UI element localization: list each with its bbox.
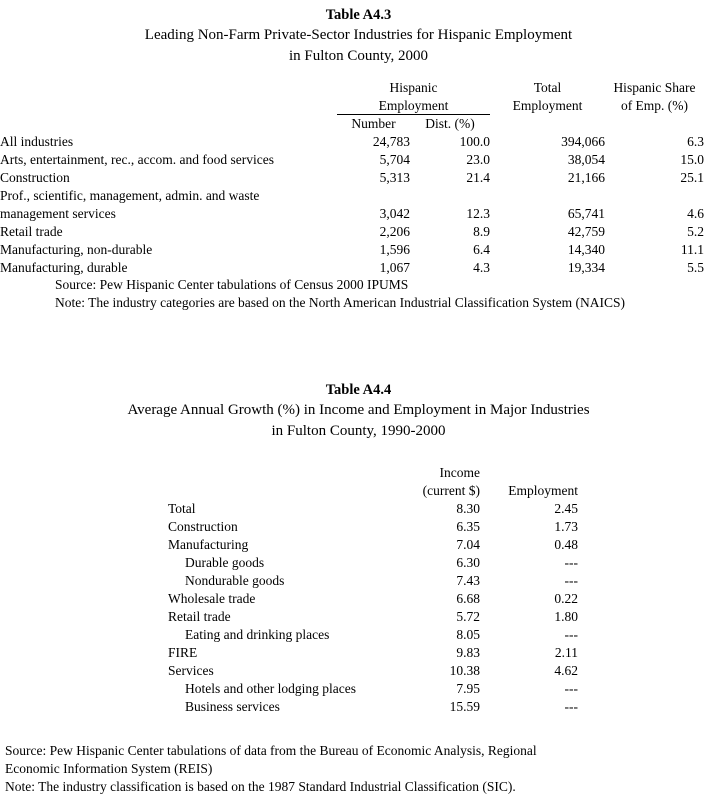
table-row	[0, 241, 717, 259]
row-employment: 1.80	[554, 609, 578, 624]
row-income: 15.59	[449, 699, 480, 714]
row-label: Business services	[185, 699, 280, 714]
row-label: Nondurable goods	[185, 573, 285, 588]
header-hispanic-share-line2: of Emp. (%)	[620, 98, 689, 113]
table-row	[0, 698, 717, 716]
table-row	[0, 572, 717, 590]
table-a44-header-row-1	[0, 464, 717, 482]
row-dist: 6.4	[473, 241, 490, 257]
row-employment: 2.45	[554, 501, 578, 516]
row-label-line1: Prof., scientific, management, admin. and waste	[0, 187, 260, 203]
row-label: FIRE	[168, 645, 198, 660]
row-employment: ---	[564, 627, 578, 642]
table-row	[0, 223, 717, 241]
row-dist: 4.3	[473, 259, 490, 275]
header-employment: Employment	[508, 483, 578, 498]
row-total: 38,054	[567, 151, 605, 167]
header-hispanic-employment-line2: Employment	[337, 97, 490, 115]
table-a43-title-block	[0, 0, 717, 67]
table-row	[0, 662, 717, 680]
header-spacer	[490, 115, 605, 133]
table-a43-header-row-1	[0, 79, 717, 97]
row-label: Services	[168, 663, 214, 678]
table-a43-subheader-row	[0, 115, 717, 133]
table-row	[0, 518, 717, 536]
row-income: 9.83	[456, 645, 480, 660]
row-share: 4.6	[687, 205, 704, 221]
header-income-line1: Income	[439, 465, 480, 480]
table-a44-subtitle-line1: Average Annual Growth (%) in Income and Employment in Major Industries	[127, 402, 590, 418]
row-share: 5.5	[687, 259, 704, 275]
header-total-employment-line2: Employment	[512, 98, 583, 113]
row-label: Durable goods	[185, 555, 265, 570]
row-income: 6.68	[456, 591, 480, 606]
row-number: 2,206	[379, 223, 410, 239]
header-spacer	[0, 482, 168, 500]
row-number: 3,042	[379, 205, 410, 221]
row-share: 6.3	[687, 133, 704, 149]
row-label: Manufacturing	[168, 537, 249, 552]
row-label: All industries	[0, 133, 74, 149]
table-a43-header-row-2	[0, 97, 717, 115]
header-income-line2: (current $)	[422, 483, 480, 498]
table-row-wrapped-first-line	[0, 187, 717, 205]
row-total: 19,334	[567, 259, 605, 275]
row-employment: 4.62	[554, 663, 578, 678]
header-hispanic-employment-line1: Hispanic	[389, 80, 438, 95]
table-a44-source-line1: Source: Pew Hispanic Center tabulations of data from the Bureau of Economic Analysis, Regional	[5, 743, 537, 758]
header-spacer	[605, 115, 717, 133]
row-label: Manufacturing, non-durable	[0, 241, 153, 257]
table-a44-header-row-2	[0, 482, 717, 500]
row-label: management services	[0, 205, 116, 221]
row-income: 6.30	[456, 555, 480, 570]
row-income: 5.72	[456, 609, 480, 624]
row-number: 24,783	[372, 133, 410, 149]
row-label: Manufacturing, durable	[0, 259, 128, 275]
row-label: Total	[168, 501, 196, 516]
row-employment: ---	[564, 699, 578, 714]
header-spacer	[0, 79, 337, 97]
table-row	[0, 554, 717, 572]
row-share: 11.1	[680, 241, 704, 257]
row-employment: ---	[564, 573, 578, 588]
table-a43-note: Note: The industry categories are based on the North American Industrial Classification System (NAICS)	[55, 295, 625, 310]
row-dist: 23.0	[466, 151, 490, 167]
header-total-employment-line1: Total	[533, 80, 562, 95]
row-share: 25.1	[680, 169, 704, 185]
table-a43-subtitle-line1: Leading Non-Farm Private-Sector Industries for Hispanic Employment	[144, 27, 573, 43]
table-a44-subtitle-line2: in Fulton County, 1990-2000	[271, 423, 446, 439]
header-hispanic-share-line1: Hispanic Share	[613, 80, 696, 95]
header-spacer	[480, 464, 578, 482]
table-row	[0, 680, 717, 698]
row-income: 6.35	[456, 519, 480, 534]
row-total: 42,759	[567, 223, 605, 239]
row-employment: ---	[564, 681, 578, 696]
row-employment: 0.48	[554, 537, 578, 552]
row-share: 15.0	[680, 151, 704, 167]
row-income: 7.43	[456, 573, 480, 588]
row-income: 7.04	[456, 537, 480, 552]
row-number: 1,067	[379, 259, 410, 275]
row-label: Construction	[0, 169, 70, 185]
table-a43-title: Table A4.3	[325, 7, 392, 23]
table-row	[0, 644, 717, 662]
table-a44-notes	[5, 742, 537, 796]
row-income: 10.38	[449, 663, 480, 678]
row-total: 65,741	[567, 205, 605, 221]
row-dist: 21.4	[466, 169, 490, 185]
table-a43-subtitle-line2: in Fulton County, 2000	[288, 48, 429, 64]
table-a43-notes	[55, 276, 625, 312]
table-row	[0, 608, 717, 626]
table-a44-source-line2: Economic Information System (REIS)	[5, 761, 213, 776]
row-total: 14,340	[567, 241, 605, 257]
row-number: 5,313	[379, 169, 410, 185]
table-row	[0, 590, 717, 608]
header-spacer	[578, 482, 717, 500]
table-row	[0, 500, 717, 518]
row-income: 8.05	[456, 627, 480, 642]
row-label: Construction	[168, 519, 238, 534]
header-spacer	[168, 464, 413, 482]
row-share: 5.2	[687, 223, 704, 239]
row-dist: 100.0	[459, 133, 490, 149]
table-row	[0, 259, 717, 277]
row-label: Wholesale trade	[168, 591, 256, 606]
table-a43-section	[0, 0, 717, 277]
table-row	[0, 626, 717, 644]
table-row	[0, 151, 717, 169]
row-employment: ---	[564, 555, 578, 570]
table-a44-note: Note: The industry classification is based on the 1987 Standard Industrial Classification (SIC).	[5, 779, 516, 794]
row-label: Retail trade	[168, 609, 231, 624]
row-employment: 1.73	[554, 519, 578, 534]
header-spacer	[0, 115, 337, 133]
row-employment: 0.22	[554, 591, 578, 606]
row-total: 394,066	[561, 133, 605, 149]
row-dist: 12.3	[466, 205, 490, 221]
table-row	[0, 169, 717, 187]
row-dist: 8.9	[473, 223, 490, 239]
table-a43-source: Source: Pew Hispanic Center tabulations of Census 2000 IPUMS	[55, 277, 409, 292]
subheader-number: Number	[351, 116, 396, 131]
row-number: 5,704	[379, 151, 410, 167]
header-spacer	[0, 464, 168, 482]
subheader-dist: Dist. (%)	[425, 116, 475, 131]
table-row	[0, 133, 717, 151]
header-spacer	[578, 464, 717, 482]
table-a44	[0, 464, 717, 716]
row-label: Hotels and other lodging places	[185, 681, 356, 696]
row-income: 7.95	[456, 681, 480, 696]
table-row	[0, 205, 717, 223]
row-total: 21,166	[567, 169, 605, 185]
header-spacer	[0, 97, 337, 115]
table-row	[0, 536, 717, 554]
table-a44-section	[0, 381, 717, 716]
row-label: Eating and drinking places	[185, 627, 330, 642]
row-employment: 2.11	[554, 645, 578, 660]
row-label: Retail trade	[0, 223, 63, 239]
row-income: 8.30	[456, 501, 480, 516]
table-a44-title-block	[0, 381, 717, 442]
row-label: Arts, entertainment, rec., accom. and food services	[0, 151, 275, 167]
table-a44-title: Table A4.4	[325, 382, 392, 398]
header-spacer	[168, 482, 413, 500]
table-a43	[0, 79, 717, 277]
row-number: 1,596	[379, 241, 410, 257]
